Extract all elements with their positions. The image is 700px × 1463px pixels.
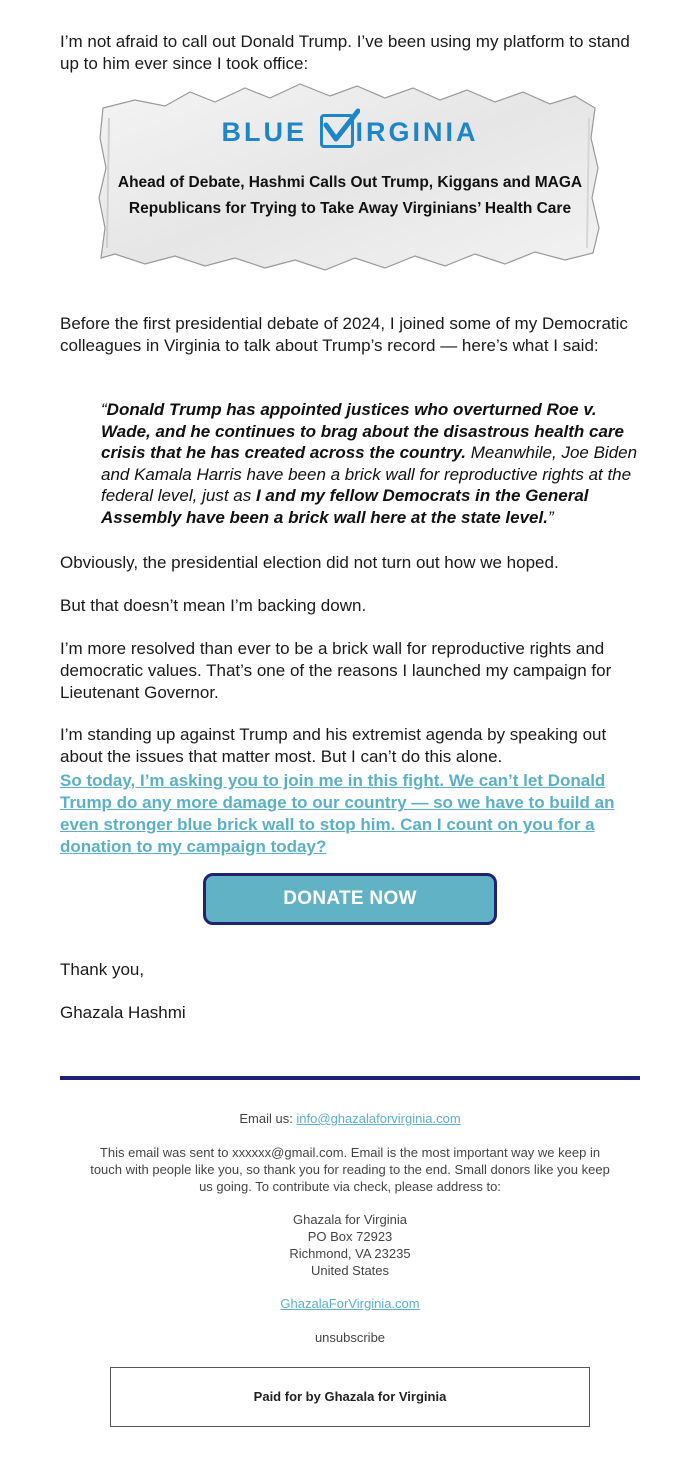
footer-email-line — [60, 1110, 640, 1127]
footer-unsubscribe-row — [60, 1329, 640, 1346]
quote-block — [101, 399, 646, 529]
clipping-headline-line1: Ahead of Debate, Hashmi Calls Out Trump, Kiggans and MAGA — [117, 174, 583, 191]
resolved-paragraph: I’m more resolved than ever to be a brick wall for reproductive rights and democratic values. That’s one of the reasons I launched my campaign for Lieutenant Governor. — [60, 639, 612, 702]
quote-open-mark: “ — [101, 400, 107, 419]
obviously-paragraph: Obviously, the presidential election did not turn out how we hoped. — [60, 553, 559, 572]
signoff-text: Thank you, — [60, 960, 145, 979]
address-line-4: United States — [310, 1263, 390, 1278]
logo-text-virginia: IRGINIA — [355, 117, 479, 147]
footer-address — [60, 1211, 640, 1279]
footer-email-label: Email us: — [239, 1111, 297, 1126]
footer-divider — [60, 1076, 640, 1080]
clipping-headline-line2: Republicans for Trying to Take Away Virginians’ Health Care — [128, 200, 572, 217]
standing-up-paragraph: I’m standing up against Trump and his extremist agenda by speaking out about the issues that matter most. But I can’t do this alone. — [60, 725, 607, 766]
backing-down-paragraph: But that doesn’t mean I’m backing down. — [60, 596, 367, 615]
footer-website-link[interactable]: GhazalaForVirginia.com — [280, 1296, 420, 1311]
logo-text-blue: BLUE — [221, 117, 307, 147]
footer-notice: This email was sent to xxxxxx@gmail.com. Email is the most important way we keep in touch with people like you, so thank you for reading to the end. Small donors like you keep us going. To contribute via check, please address to: — [90, 1145, 610, 1194]
checkbox-v-icon — [320, 114, 354, 148]
clipping-headline — [115, 170, 585, 222]
quote-bold-part-2: I and my fellow Democrats in the General Assembly have been a brick wall here at the state level. — [101, 486, 589, 527]
quote-bold-part-1: Donald Trump has appointed justices who overturned Roe v. Wade, and he continues to brag about the disastrous health care crisis that he has created across the country. — [101, 400, 624, 463]
paid-for-disclaimer: Paid for by Ghazala for Virginia — [110, 1367, 590, 1427]
intro-paragraph: I’m not afraid to call out Donald Trump. I’ve been using my platform to stand up to him ever since I took office: — [60, 32, 630, 73]
quote-close-mark: ” — [547, 507, 554, 527]
quote-normal-part: Meanwhile, Joe Biden and Kamala Harris have been a brick wall for reproductive rights at the federal level, just as — [101, 443, 638, 506]
footer-website-row — [60, 1295, 640, 1312]
footer-email-link[interactable]: info@ghazalaforvirginia.com — [296, 1111, 461, 1126]
blue-virginia-logo — [95, 114, 605, 148]
unsubscribe-link[interactable]: unsubscribe — [314, 1330, 386, 1345]
donation-appeal-link[interactable]: So today, I’m asking you to join me in this fight. We can’t let Donald Trump do any more damage to our country — so we have to build an even stronger blue brick wall to stop him. Can I count on you for a donation to my campaign today? — [60, 771, 615, 856]
signature-name: Ghazala Hashmi — [60, 1003, 186, 1022]
address-line-1: Ghazala for Virginia — [293, 1212, 407, 1227]
debate-paragraph: Before the first presidential debate of 2024, I joined some of my Democratic colleagues in Virginia to talk about Trump’s record — here’s what I said: — [60, 314, 628, 355]
address-line-2: PO Box 72923 — [307, 1229, 393, 1244]
news-clipping-image — [95, 78, 605, 278]
address-line-3: Richmond, VA 23235 — [289, 1246, 411, 1261]
donate-now-button[interactable]: DONATE NOW — [203, 873, 497, 925]
checkmark-icon — [320, 107, 360, 147]
